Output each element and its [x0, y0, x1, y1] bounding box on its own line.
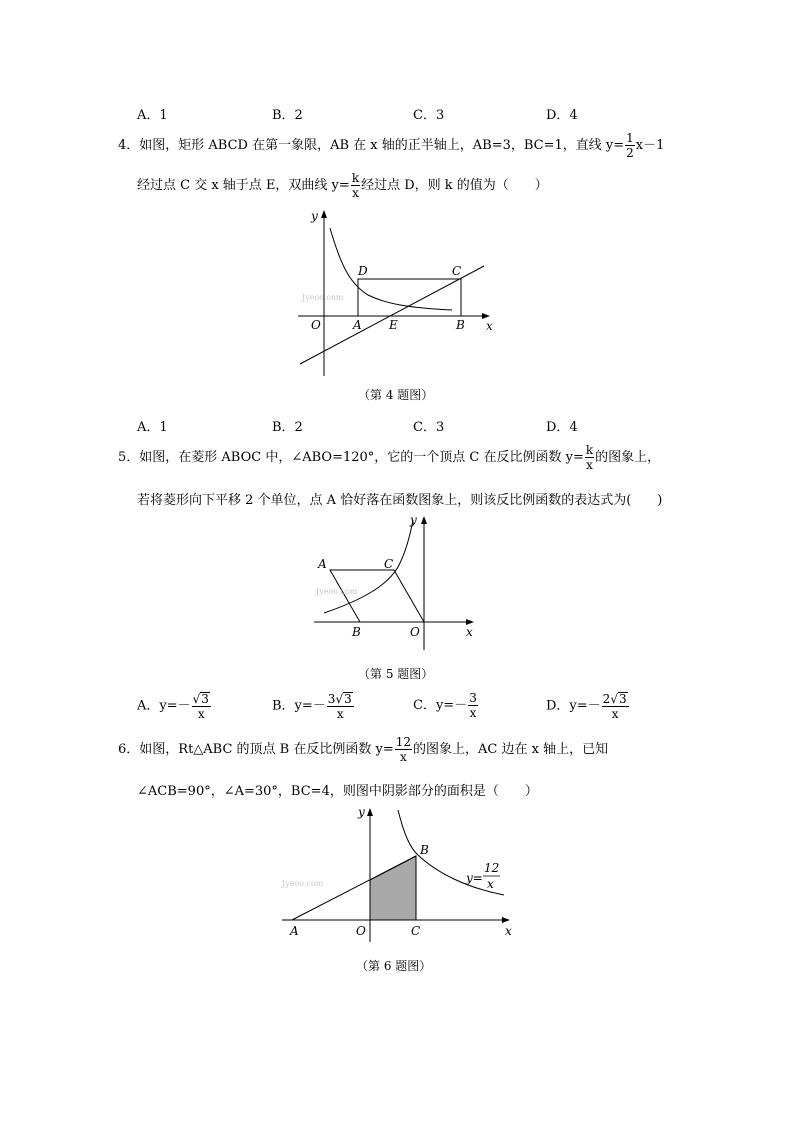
q5-rhombus-aboc [330, 570, 424, 622]
q5-option-d-den: x [611, 707, 619, 721]
q5-number: 5． [118, 450, 140, 465]
q3-option-b[interactable]: B．2 [272, 108, 303, 123]
q6-label-y: y [358, 805, 365, 819]
q4-label-o: O [311, 318, 321, 332]
q5-option-b-coef: 3 [327, 692, 336, 706]
q5-option-c-fraction [468, 692, 478, 719]
q4-hyperbola [330, 228, 452, 310]
q6-curve-label-den: x [487, 877, 494, 891]
q4-line1-fraction [625, 132, 635, 159]
q4-caption: （第 4 题图） [358, 388, 434, 402]
q5-option-c-num: 3 [469, 691, 477, 705]
q5-label-y: y [410, 513, 417, 527]
q4-option-b[interactable]: B．2 [272, 420, 303, 435]
q5-label-a: A [318, 557, 327, 571]
q5-option-b-prefix: B．y=－ [272, 698, 326, 714]
q6-curve-label-prefix: y= [466, 871, 483, 885]
q5-option-c[interactable] [413, 692, 479, 719]
q5-stem-line1 [118, 444, 660, 471]
q5-figure [306, 510, 486, 660]
q4-number: 4． [118, 138, 140, 153]
q5-option-a-prefix: A．y=－ [137, 698, 191, 714]
q4-line2-fraction [351, 172, 360, 199]
q4-watermark: Jyeoo.com [302, 293, 344, 302]
q5-option-a-fraction [192, 692, 211, 720]
q6-figure [278, 800, 518, 945]
q5-option-a-radicand: 3 [201, 692, 209, 706]
q4-line1-text: 如图，矩形 ABCD 在第一象限，AB 在 x 轴的正半轴上，AB=3，BC=1，直线 y= [139, 138, 625, 153]
q5-option-a[interactable] [137, 692, 212, 720]
q5-option-d-prefix: D．y=－ [546, 698, 601, 714]
q5-option-a-num: √3 [192, 692, 209, 706]
q4-figure [290, 200, 500, 380]
q6-shaded-region [370, 856, 416, 920]
q5-option-b-radicand: 3 [344, 692, 352, 706]
q6-line1-frac-num: 12 [395, 735, 412, 749]
q5-option-b-num: 3√3 [327, 692, 352, 706]
q4-stem-line1 [118, 132, 664, 159]
q6-stem-line2: ∠ACB=90°，∠A=30°，BC=4，则图中阴影部分的面积是（ ） [137, 784, 538, 799]
q4-label-y: y [311, 209, 318, 223]
q5-caption: （第 5 题图） [358, 667, 434, 681]
q5-option-d-coef: 2 [602, 692, 611, 706]
q5-option-b-fraction [327, 692, 354, 720]
q6-stem-line1 [118, 736, 608, 763]
q3-option-c[interactable]: C．3 [413, 108, 445, 123]
q4-label-e: E [389, 318, 398, 332]
q5-stem-line2: 若将菱形向下平移 2 个单位，点 A 恰好落在函数图象上，则该反比例函数的表达式为( ) [137, 493, 663, 508]
q4-line1-text-end: x－1 [635, 138, 665, 153]
q4-label-c: C [452, 264, 462, 278]
q6-curve-label-num: 12 [484, 861, 500, 875]
q4-option-a[interactable]: A．1 [137, 420, 168, 435]
q5-line1-text-end: 的图象上， [595, 450, 661, 465]
q6-line1-fraction [395, 736, 412, 763]
q4-line2-text-end: 经过点 D，则 k 的值为（ ） [361, 178, 548, 193]
q6-line1-text-end: 的图象上，AC 边在 x 轴上，已知 [413, 742, 609, 757]
q4-option-c[interactable]: C．3 [413, 420, 445, 435]
q6-line1-frac-den: x [400, 750, 407, 764]
q5-option-b[interactable] [272, 692, 355, 720]
q5-line1-fraction [585, 444, 594, 471]
q5-option-c-prefix: C．y=－ [413, 698, 468, 713]
q4-y-axis-arrow [321, 210, 327, 218]
q4-stem-line2 [137, 172, 548, 199]
q5-line1-frac-num: k [585, 443, 594, 457]
q4-line2-frac-den: x [352, 186, 359, 200]
q5-label-c: C [384, 557, 394, 571]
q6-caption: （第 6 题图） [356, 959, 432, 973]
q4-line2-frac-num: k [351, 171, 360, 185]
q5-y-axis-arrow [421, 516, 427, 524]
q6-number: 6． [118, 742, 140, 757]
q6-label-o: O [356, 924, 366, 938]
q6-x-axis-arrow [502, 917, 510, 923]
q4-line-through-c [300, 266, 484, 364]
q4-line1-frac-num: 1 [626, 131, 634, 145]
q5-option-d[interactable] [546, 692, 630, 720]
q5-option-d-radicand: 3 [618, 692, 627, 706]
q5-option-d-fraction [602, 692, 629, 720]
q5-option-b-den: x [336, 707, 344, 721]
q5-label-o: O [410, 625, 420, 639]
q3-option-d[interactable]: D．4 [546, 108, 578, 123]
q6-label-c: C [411, 924, 421, 938]
q4-label-a: A [353, 318, 362, 332]
q6-label-b: B [420, 843, 429, 857]
q4-label-x: x [486, 319, 493, 333]
q5-label-b: B [352, 625, 361, 639]
q6-line1-text: 如图，Rt△ABC 的顶点 B 在反比例函数 y= [139, 742, 394, 757]
q4-line2-text: 经过点 C 交 x 轴于点 E，双曲线 y= [137, 178, 350, 193]
q5-option-a-den: x [197, 707, 205, 721]
q4-label-b: B [456, 318, 465, 332]
q6-watermark: Jyeoo.com [282, 879, 324, 888]
q3-option-a[interactable]: A．1 [137, 108, 168, 123]
q5-label-x: x [466, 625, 473, 639]
q6-y-axis-arrow [367, 808, 373, 816]
q5-option-c-den: x [469, 706, 477, 720]
q4-label-d: D [358, 264, 368, 278]
q6-label-x: x [505, 924, 512, 938]
q5-line1-text: 如图，在菱形 ABOC 中，∠ABO=120°，它的一个顶点 C 在反比例函数 y= [139, 450, 584, 465]
q6-label-a: A [290, 924, 299, 938]
q5-line1-frac-den: x [586, 458, 593, 472]
q5-watermark: Jyeoo.com [316, 587, 358, 596]
q5-hyperbola [324, 520, 413, 613]
q4-line1-frac-den: 2 [626, 146, 634, 160]
q4-option-d[interactable]: D．4 [546, 420, 578, 435]
q5-option-d-num: 2√3 [602, 692, 627, 706]
